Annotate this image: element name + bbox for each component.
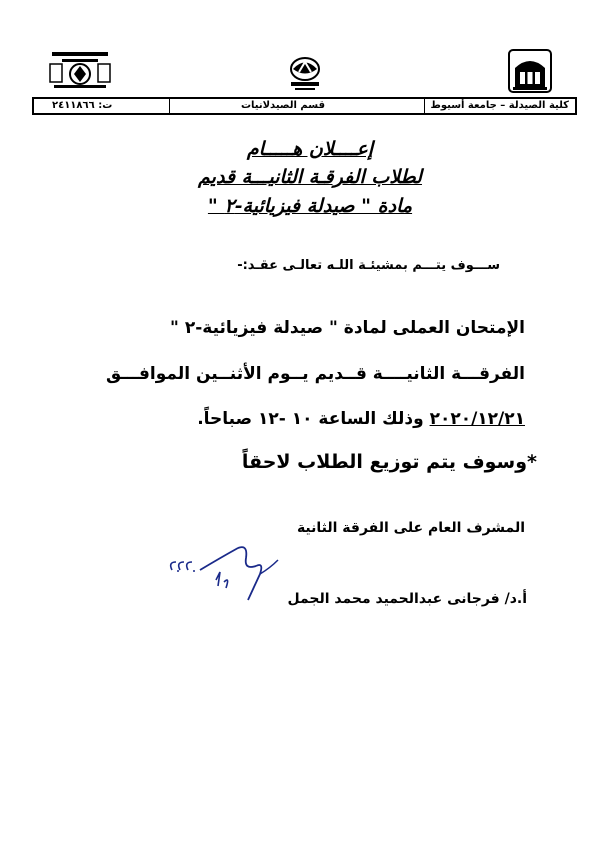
college-name: كلية الصيدلة – جامعة أسيوط bbox=[430, 100, 569, 111]
intro-text: ســـوف يتـــم بمشيئـة اللـه تعالـى عقـد:- bbox=[237, 258, 500, 273]
target-students: لطلاب الفرقـة الثانيـــة قديم bbox=[198, 166, 422, 188]
faculty-building-logo-icon bbox=[507, 48, 553, 94]
announcement-title: إعــــلان هـــــام bbox=[246, 138, 374, 160]
date-time-line bbox=[197, 409, 525, 429]
phone-number: ت: ٢٤١١٨٦٦ bbox=[52, 100, 113, 111]
university-logo-icon bbox=[48, 50, 112, 90]
supervisor-title: المشرف العام على الفرقة الثانية bbox=[296, 520, 525, 536]
group-line: الفرقـــة الثانيــــة قــديم يــوم الأثنــين الموافـــق bbox=[106, 364, 525, 384]
exam-date: ٢٠٢٠/١٢/٢١ bbox=[429, 409, 525, 429]
exam-time: وذلك الساعة ١٠ -١٢ صباحاً. bbox=[197, 409, 430, 429]
header-divider bbox=[169, 99, 170, 113]
pharmacy-logo-icon bbox=[281, 52, 329, 92]
supervisor-name: أ.د/ فرجانى عبدالحميد محمد الجمل bbox=[287, 591, 527, 607]
distribution-note: *وسوف يتم توزيع الطلاب لاحقاً bbox=[241, 451, 537, 473]
exam-line: الإمتحان العملى لمادة " صيدلة فيزيائية-٢ " bbox=[170, 318, 525, 338]
subject-name: مادة " صيدلة فيزيائية-٢ " bbox=[207, 195, 413, 217]
handwritten-signature-icon bbox=[160, 540, 290, 608]
header-info-bar bbox=[32, 97, 577, 115]
department-name: قسم الصيدلانيات bbox=[240, 100, 325, 111]
header-divider bbox=[424, 99, 425, 113]
